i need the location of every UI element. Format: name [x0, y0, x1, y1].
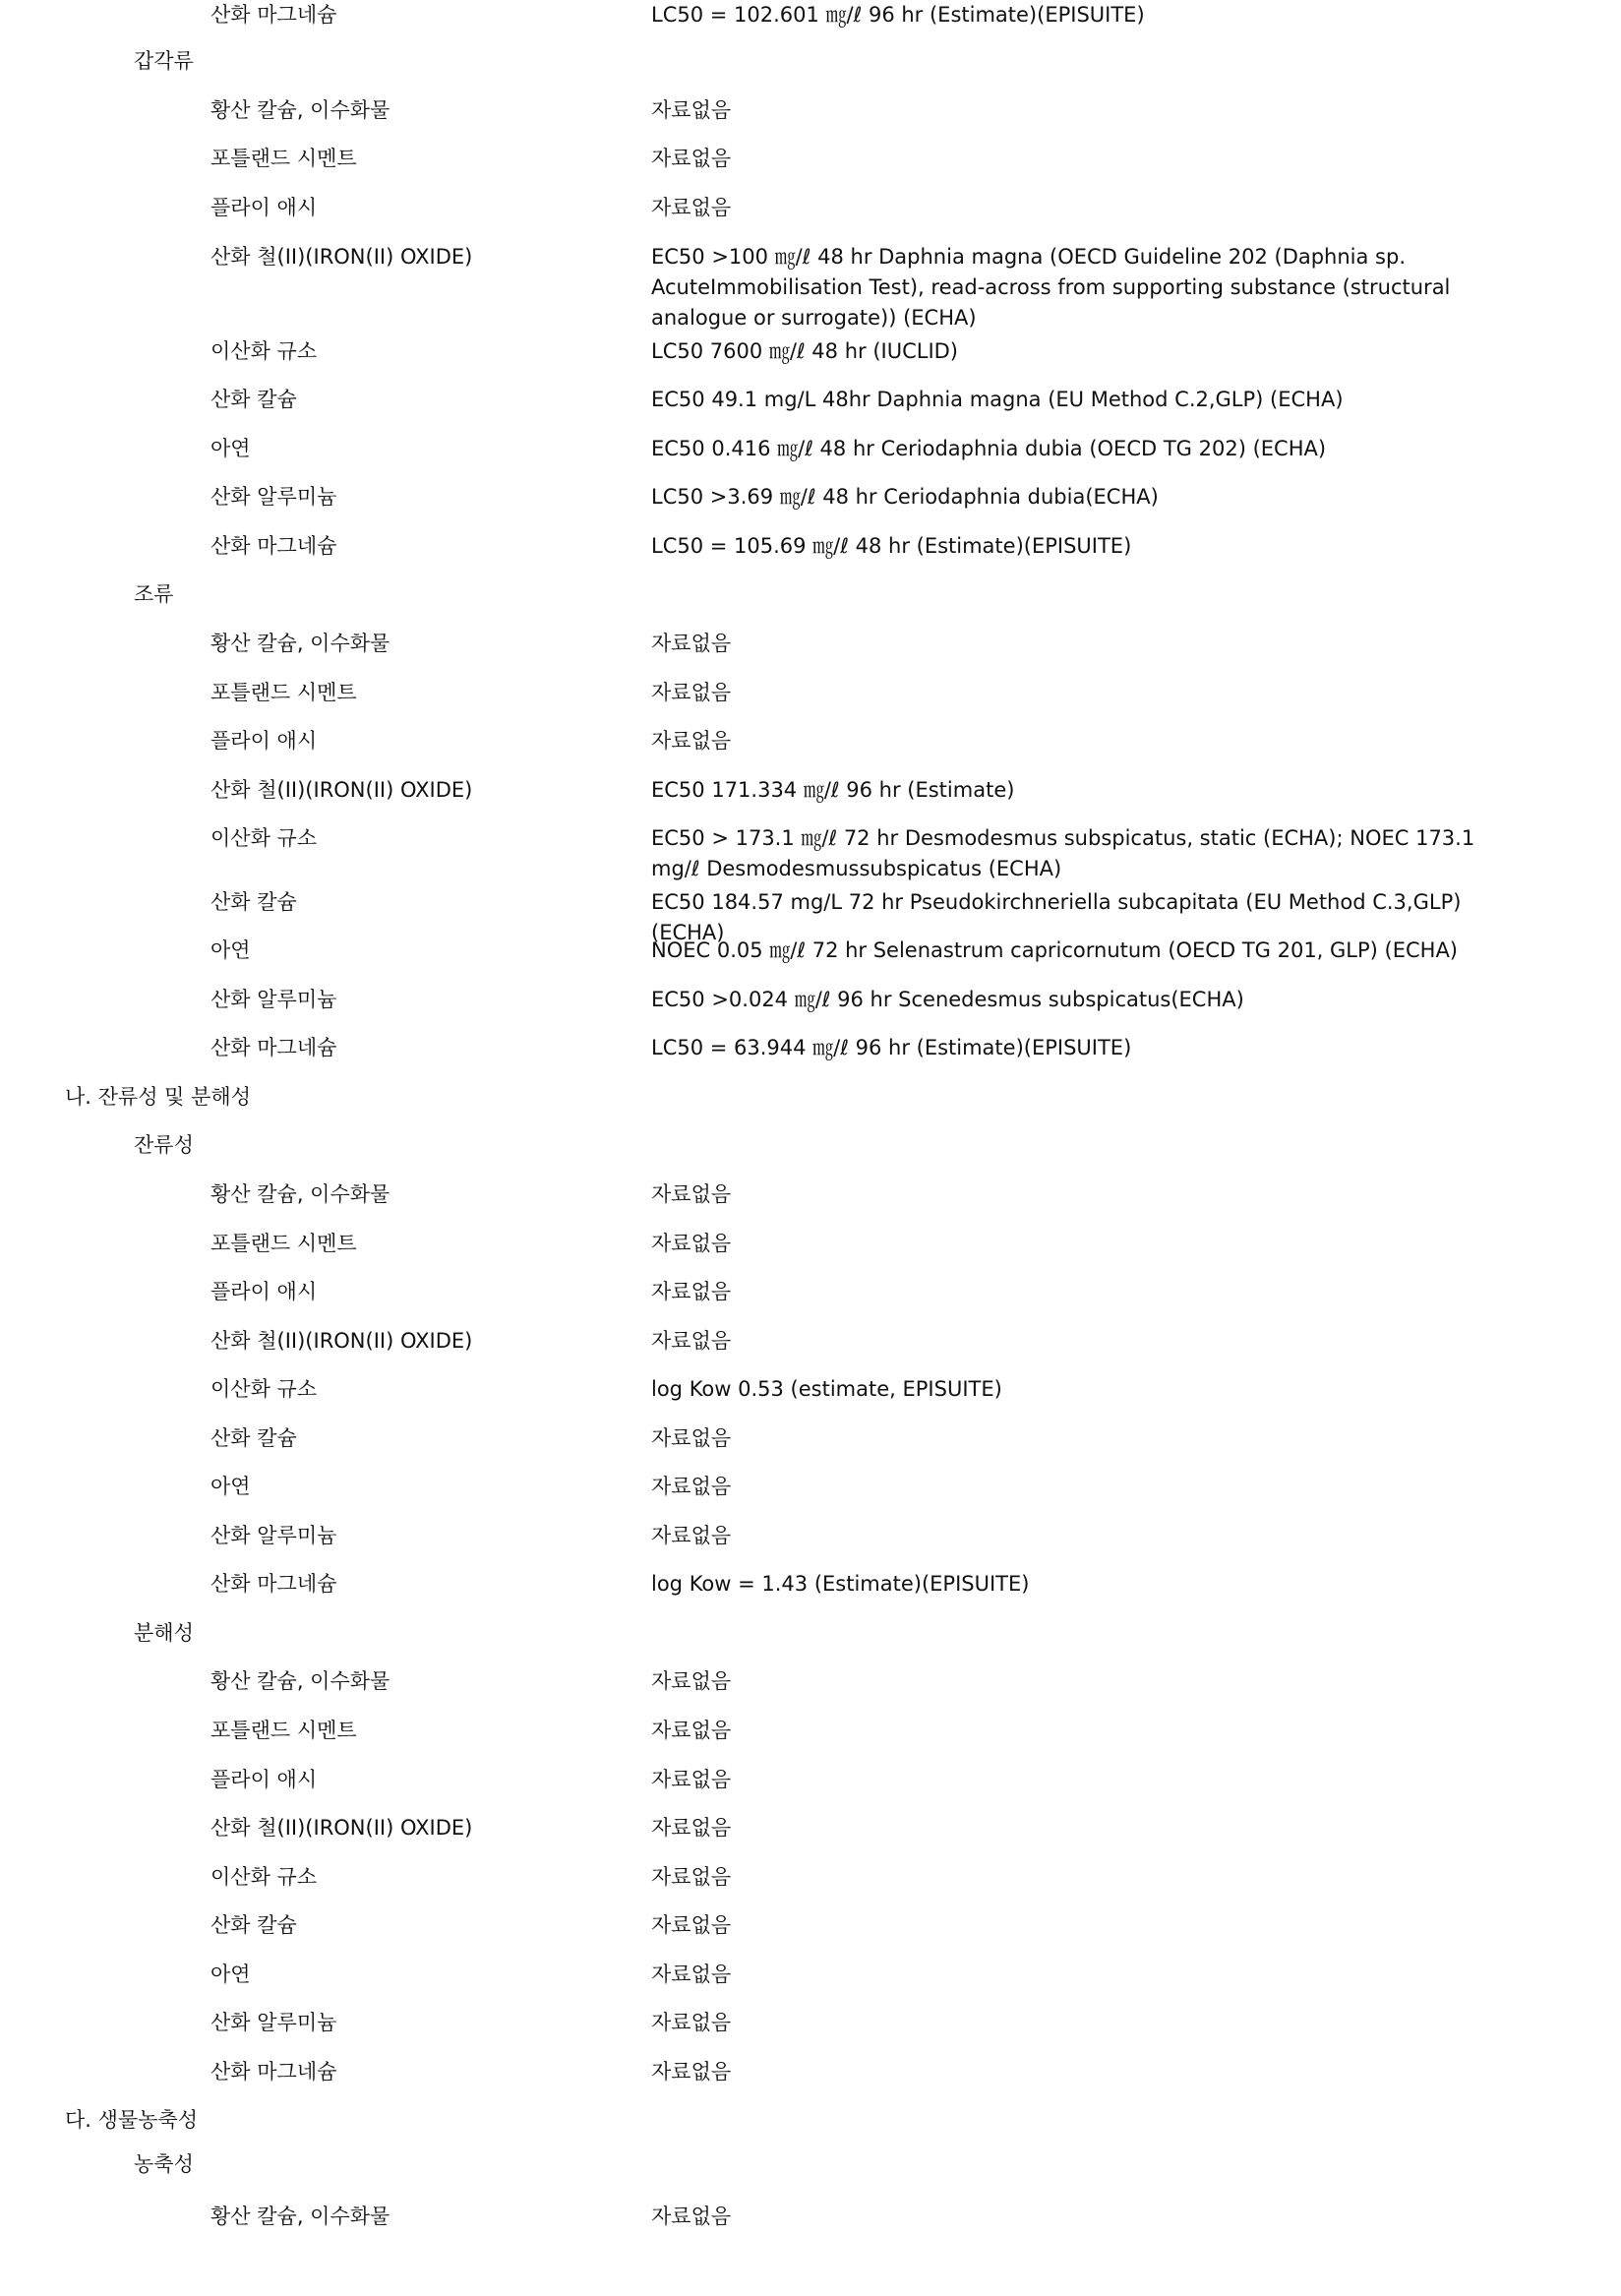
- substance-value: LC50 >3.69 ㎎/ℓ 48 hr Ceriodaphnia dubia(ECHA): [651, 485, 1159, 509]
- substance-name: 포틀랜드 시멘트: [210, 1232, 357, 1255]
- substance-value: log Kow 0.53 (estimate, EPISUITE): [651, 1377, 1002, 1401]
- substance-value: 자료없음: [651, 1426, 732, 1450]
- subsection-title: 조류: [134, 582, 174, 606]
- substance-value: 자료없음: [651, 1182, 732, 1206]
- substance-value: 자료없음: [651, 632, 732, 655]
- substance-value: EC50 49.1 mg/L 48hr Daphnia magna (EU Method C.2,GLP) (ECHA): [651, 388, 1344, 411]
- substance-value: NOEC 0.05 ㎎/ℓ 72 hr Selenastrum capricornutum (OECD TG 201, GLP) (ECHA): [651, 938, 1459, 962]
- substance-value: 자료없음: [651, 147, 732, 170]
- substance-name: 플라이 애시: [210, 1280, 318, 1303]
- substance-value: 자료없음: [651, 1963, 732, 1986]
- substance-value: 자료없음: [651, 1913, 732, 1937]
- substance-value: 자료없음: [651, 1475, 732, 1498]
- subsection-title: 농축성: [134, 2152, 194, 2176]
- substance-name: 산화 철(II)(IRON(II) OXIDE): [210, 245, 473, 269]
- substance-name: 산화 마그네슘: [210, 2060, 337, 2084]
- substance-value: 자료없음: [651, 1280, 732, 1303]
- substance-value: EC50 0.416 ㎎/ℓ 48 hr Ceriodaphnia dubia (OECD TG 202) (ECHA): [651, 437, 1327, 460]
- substance-value: LC50 = 63.944 ㎎/ℓ 96 hr (Estimate)(EPISUITE): [651, 1036, 1132, 1059]
- substance-name: 산화 알루미늄: [210, 2011, 337, 2034]
- substance-name: 아연: [210, 437, 251, 460]
- substance-name: 포틀랜드 시멘트: [210, 1719, 357, 1742]
- substance-value: 자료없음: [651, 2205, 732, 2228]
- substance-name: 산화 마그네슘: [210, 1036, 337, 1059]
- substance-name: 산화 마그네슘: [210, 3, 337, 27]
- substance-name: 산화 칼슘: [210, 1426, 297, 1450]
- substance-name: 황산 칼슘, 이수화물: [210, 632, 390, 655]
- section-title: 다. 생물농축성: [65, 2108, 199, 2132]
- substance-value: EC50 184.57 mg/L 72 hr Pseudokirchneriella subcapitata (EU Method C.3,GLP) (ECHA): [651, 890, 1462, 944]
- substance-name: 이산화 규소: [210, 1377, 318, 1401]
- substance-value: LC50 7600 ㎎/ℓ 48 hr (IUCLID): [651, 339, 958, 363]
- substance-value: 자료없음: [651, 681, 732, 704]
- substance-name: 황산 칼슘, 이수화물: [210, 2205, 390, 2228]
- substance-name: 산화 마그네슘: [210, 534, 337, 558]
- substance-value: 자료없음: [651, 1816, 732, 1840]
- substance-name: 아연: [210, 1963, 251, 1986]
- substance-name: 이산화 규소: [210, 826, 318, 850]
- substance-name: 황산 칼슘, 이수화물: [210, 98, 390, 122]
- substance-name: 산화 알루미늄: [210, 1524, 337, 1547]
- substance-name: 황산 칼슘, 이수화물: [210, 1182, 390, 1206]
- substance-name: 아연: [210, 1475, 251, 1498]
- substance-name: 플라이 애시: [210, 729, 318, 753]
- substance-value: 자료없음: [651, 98, 732, 122]
- subsection-title: 잔류성: [134, 1133, 194, 1157]
- substance-value: 자료없음: [651, 196, 732, 219]
- substance-name: 황산 칼슘, 이수화물: [210, 1669, 390, 1693]
- substance-name: 산화 철(II)(IRON(II) OXIDE): [210, 1816, 473, 1840]
- section-title: 나. 잔류성 및 분해성: [65, 1085, 251, 1109]
- substance-value: 자료없음: [651, 2011, 732, 2034]
- substance-name: 산화 칼슘: [210, 388, 297, 411]
- substance-name: 산화 알루미늄: [210, 988, 337, 1011]
- subsection-title: 갑각류: [134, 49, 194, 73]
- substance-value: 자료없음: [651, 1865, 732, 1889]
- substance-name: 이산화 규소: [210, 339, 318, 363]
- substance-value: 자료없음: [651, 1329, 732, 1353]
- substance-value: 자료없음: [651, 1669, 732, 1693]
- substance-name: 플라이 애시: [210, 196, 318, 219]
- substance-value: log Kow = 1.43 (Estimate)(EPISUITE): [651, 1572, 1030, 1596]
- substance-value: 자료없음: [651, 2060, 732, 2084]
- substance-value: EC50 >0.024 ㎎/ℓ 96 hr Scenedesmus subspicatus(ECHA): [651, 988, 1244, 1011]
- substance-value: LC50 = 105.69 ㎎/ℓ 48 hr (Estimate)(EPISUITE): [651, 534, 1132, 558]
- substance-name: 산화 칼슘: [210, 890, 297, 914]
- substance-name: 산화 칼슘: [210, 1913, 297, 1937]
- subsection-title: 분해성: [134, 1621, 194, 1645]
- substance-name: 산화 철(II)(IRON(II) OXIDE): [210, 778, 473, 802]
- substance-name: 포틀랜드 시멘트: [210, 147, 357, 170]
- substance-value: EC50 171.334 ㎎/ℓ 96 hr (Estimate): [651, 778, 1015, 802]
- substance-name: 포틀랜드 시멘트: [210, 681, 357, 704]
- substance-name: 산화 알루미늄: [210, 485, 337, 509]
- substance-name: 플라이 애시: [210, 1768, 318, 1791]
- substance-name: 산화 철(II)(IRON(II) OXIDE): [210, 1329, 473, 1353]
- substance-value: 자료없음: [651, 729, 732, 753]
- substance-name: 산화 마그네슘: [210, 1572, 337, 1596]
- substance-value: 자료없음: [651, 1232, 732, 1255]
- substance-value: 자료없음: [651, 1719, 732, 1742]
- substance-value: 자료없음: [651, 1524, 732, 1547]
- substance-name: 아연: [210, 938, 251, 962]
- substance-value: LC50 = 102.601 ㎎/ℓ 96 hr (Estimate)(EPISUITE): [651, 3, 1145, 27]
- substance-name: 이산화 규소: [210, 1865, 318, 1889]
- substance-value: EC50 > 173.1 ㎎/ℓ 72 hr Desmodesmus subspicatus, static (ECHA); NOEC 173.1 mg/ℓ Desmodesmussubspicatus (ECHA): [651, 826, 1475, 880]
- substance-value: 자료없음: [651, 1768, 732, 1791]
- substance-value: EC50 >100 ㎎/ℓ 48 hr Daphnia magna (OECD Guideline 202 (Daphnia sp. AcuteImmobilisation Test), read-across from supporting substance (structural analogue or surrogate)) (ECHA): [651, 245, 1451, 330]
